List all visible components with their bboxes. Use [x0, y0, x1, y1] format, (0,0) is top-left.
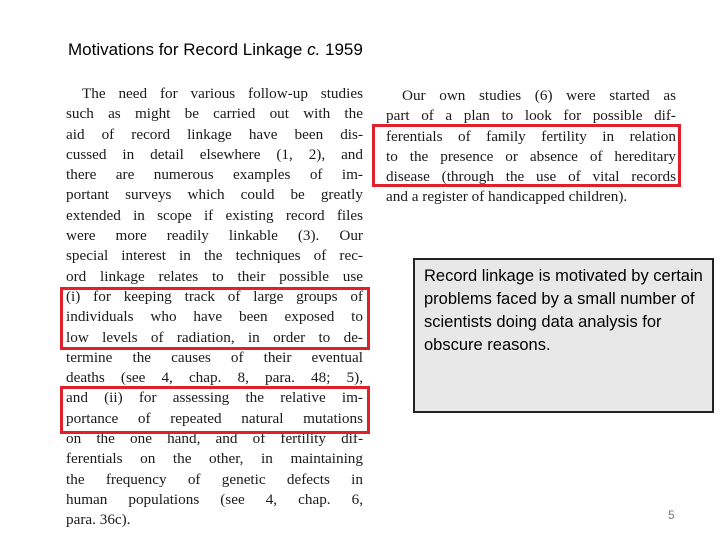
text-line: to the presence or absence of hereditary: [386, 147, 676, 165]
text-line: ferentials of family fertility in relation: [386, 127, 676, 145]
text-line: and (ii) for assessing the relative im-: [66, 389, 363, 407]
text-line: on the one hand, and of fertility dif-: [66, 430, 363, 448]
text-line: part of a plan to look for possible dif-: [386, 107, 676, 125]
page-number: 5: [668, 508, 675, 522]
text-line: disease (through the use of vital records: [386, 168, 676, 186]
text-line: portance of repeated natural mutations: [66, 409, 363, 427]
text-line: ord linkage relates to their possible use: [66, 267, 363, 285]
text-line: para. 36c).: [66, 511, 131, 529]
text-line: aid of record linkage have been dis-: [66, 125, 363, 143]
text-line: cussed in detail elsewhere (1, 2), and: [66, 145, 363, 163]
slide-title: Motivations for Record Linkage c. 1959: [68, 40, 363, 59]
text-line: The need for various follow-up studies: [82, 85, 363, 102]
text-line: human populations (see 4, chap. 6,: [66, 490, 363, 508]
text-line: the frequency of genetic defects in: [66, 470, 363, 488]
text-line: deaths (see 4, chap. 8, para. 48; 5),: [66, 369, 363, 387]
text-line: individuals who have been exposed to: [66, 308, 363, 326]
text-line: such as might be carried out with the: [66, 105, 363, 123]
text-line: ferentials on the other, in maintaining: [66, 450, 363, 468]
callout-text: Record linkage is motivated by certain problems faced by a small number of scientists doing data analysis for obscure reasons.: [424, 267, 703, 354]
text-line: portant surveys which could be greatly: [66, 186, 363, 204]
highlight-box-family-fertility: [372, 124, 681, 187]
text-line: Our own studies (6) were started as: [402, 87, 676, 104]
callout-box: [413, 258, 714, 413]
text-line: termine the causes of their eventual: [66, 348, 363, 366]
highlight-box-mutations: [60, 386, 370, 434]
text-line: special interest in the techniques of rec-: [66, 247, 363, 265]
text-line: there are numerous examples of im-: [66, 166, 363, 184]
highlight-box-radiation: [60, 287, 370, 350]
text-line: were more readily linkable (3). Our: [66, 227, 363, 245]
text-line: low levels of radiation, in order to de-: [66, 328, 363, 346]
text-line: and a register of handicapped children).: [386, 188, 628, 206]
text-line: (i) for keeping track of large groups of: [66, 287, 363, 305]
text-line: extended in scope if existing record files: [66, 206, 363, 224]
